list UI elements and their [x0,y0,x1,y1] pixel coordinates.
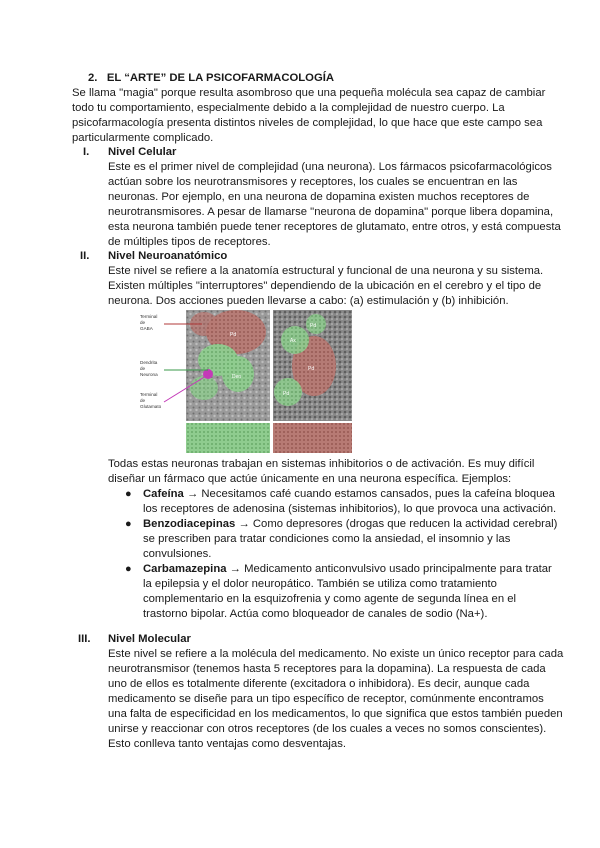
figure-label: Dendrita [140,360,158,365]
level-line: actúan sobre los neurotransmisores y receptores, los cuales se encuentran en las [108,176,518,188]
level-title: Nivel Molecular [108,633,191,645]
example-line: Medicamento anticonvulsivo usado principalmente para tratar [240,563,552,575]
level-line: Todas estas neuronas trabajan en sistemas inhibitorios o de activación. Es muy difícil [108,458,535,470]
figure-label: Terminal [140,314,158,319]
level-line: diseñar un fármaco que actúe únicamente en una neurona específica. Ejemplos: [108,473,512,485]
figure-label: Pd [283,391,290,397]
figure-label: Ax [290,338,296,344]
section-number: 2. [88,72,98,84]
level-line: Este nivel se refiere a la anatomía estructural y funcional de una neurona y su sistema. [108,265,544,277]
level-line: Existen múltiples "interruptores" dependiendo de la ubicación en el cerebro y el tipo de [108,280,542,292]
arrow-icon: → [229,563,241,575]
example-line: complementario en la esquizofrenia y como agente de segunda línea en el [143,593,517,605]
figure-label: Pd [230,332,237,338]
example-line: la epilepsia y el dolor neuropático. También se utiliza como tratamiento [143,578,497,590]
example-item [143,487,555,503]
example-line: trastorno bipolar. Actúa como bloqueador de canales de sodio (Na+). [143,608,488,620]
example-item [143,517,557,533]
level-line: unirse y reaccionar con otros receptores (de los cuales a veces no somos conscientes). [108,723,547,735]
example-line: convulsiones. [143,548,212,560]
level-line: una falta de especificidad en los medicamentos, lo que significa que estos también pueden [108,708,563,720]
figure-label: de [140,398,146,403]
level-line: uno de ellos es totalmente diferente (excitadora o inhibidora). Es decir, aunque cada [108,678,530,690]
level-line: neuronas. Por ejemplo, en una neurona de dopamina existen muchos receptores de [108,191,530,203]
level-line: neurotransmisor (tenemos hasta 5 receptores para la dopamina). La respuesta de cada [108,663,546,675]
level-line: Este nivel se refiere a la molécula del medicamento. No existe un único receptor para cada [108,648,564,660]
example-line: los receptores de adenosina (sistemas inhibitorios), lo que provoca una activación. [143,503,557,515]
micrograph-panel-bottom-left [186,423,271,453]
level-title: Nivel Celular [108,146,177,158]
level-line: Esto conlleva tanto ventajas como desventajas. [108,738,347,750]
figure-label: Terminal [140,392,158,397]
micrograph-figure [138,310,352,453]
figure-label: de [140,320,146,325]
section-title: EL “ARTE” DE LA PSICOFARMACOLOGÍA [106,72,335,84]
figure-label: GABA [140,326,153,331]
intro-line: psicofarmacología presenta distintos niveles de complejidad, lo que hace que este campo sea [72,117,543,129]
example-line: Necesitamos café cuando estamos cansados, pues la cafeína bloquea [198,488,555,500]
figure-label: Pd [310,323,317,329]
example-line: se prescriben para tratar condiciones como la ansiedad, el insomnio y las [143,533,511,545]
level-title: Nivel Neuroanatómico [108,250,228,262]
dendrite-region [190,376,218,400]
intro-line: todo tu comportamiento, especialmente debido a la complejidad de nuestro cuerpo. La [72,102,505,114]
level-line: de múltiples tipos de receptores. [108,236,271,248]
level-line: neurona. Dos acciones pueden llevarse a cabo: (a) estimulación y (b) inhibición. [108,295,509,307]
level-line: esta neurona también puede tener receptores de glutamato, entre otros, y está compuesta [108,221,561,233]
arrow-icon: → [238,518,250,530]
level-line: neurotransmisores. A pesar de llamarse "neurona de dopamina" porque libera dopamina, [108,206,554,218]
figure-label: Den [232,374,242,380]
level-numeral: I. [83,146,90,158]
intro-line: particularmente complicado. [72,132,214,144]
figure-label: de [140,366,146,371]
micrograph-panel-bottom-right [273,423,352,453]
example-item [143,562,552,578]
example-line: Como depresores (drogas que reducen la actividad cerebral) [249,518,558,530]
level-line: Este es el primer nivel de complejidad (una neurona). Los fármacos psicofarmacológicos [108,161,552,173]
figure-label: Glutamato [140,404,162,409]
figure-label: Pd [308,366,315,372]
arrow-icon: → [186,488,199,500]
intro-line: Se llama "magia" porque resulta asombroso que una pequeña molécula sea capaz de cambiar [72,87,546,99]
section-heading [88,71,334,87]
example-name: Cafeína [143,488,184,500]
bullet-icon: ● [125,563,132,575]
figure-label: Neurona [140,372,158,377]
level-numeral: III. [78,633,91,645]
bullet-icon: ● [125,488,132,500]
level-line: medicamento se diseñe para un tipo específico de receptor, comúnmente encontramos [108,693,544,705]
example-name: Carbamazepina [143,563,227,575]
example-name: Benzodiacepinas [143,518,236,530]
bullet-icon: ● [125,518,132,530]
level-numeral: II. [80,250,90,262]
